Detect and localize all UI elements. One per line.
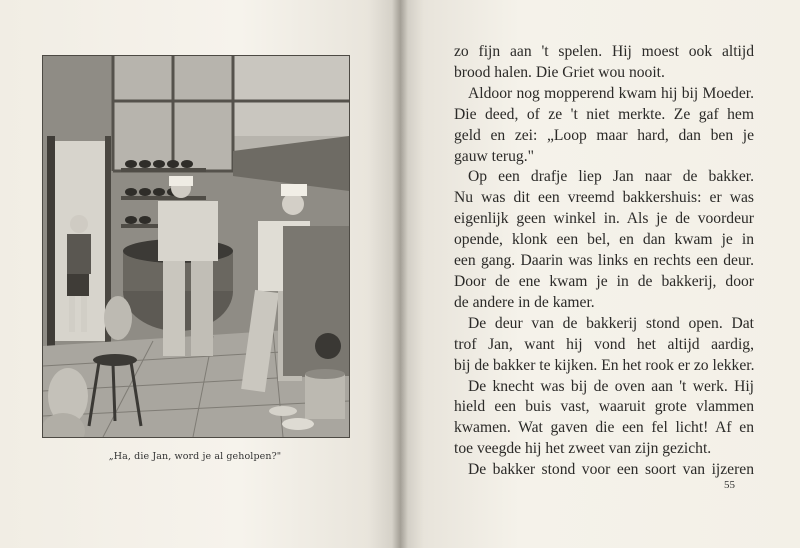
text-line: Die deed, of ze 't niet merkte. Ze gaf hem — [454, 105, 754, 123]
text-line: toe veegde hij het zweet van zijn gezicht. — [454, 440, 712, 458]
text-line: Door de ene kwam je in de bakkerij, door — [454, 272, 754, 290]
text-line: kwamen. Wat gaven die een fel licht! Af en — [454, 419, 754, 437]
text-line: opende, klonk een bel, en dan kwam je in — [454, 231, 754, 249]
text-line: eigenlijk geen winkel in. Als je de voordeur — [454, 210, 754, 228]
text-line: De bakker stond voor een soort van ijzeren — [468, 461, 754, 479]
text-line: Nu was dit een vreemd bakkershuis: er was — [454, 189, 754, 207]
text-line: geld en zei: „Loop maar hard, dan ben je — [454, 126, 754, 144]
text-line: hield een buis vast, waaruit grote vlammen — [454, 398, 754, 416]
text-line: De deur van de bakkerij stond open. Dat — [468, 314, 754, 332]
bakery-scene-illustration — [42, 55, 350, 438]
illustration-caption: „Ha, die Jan, word je al geholpen?" — [108, 451, 282, 462]
text-line: een gang. Daarin was links en rechts een deur. — [454, 252, 754, 270]
book-gutter — [392, 0, 408, 548]
body-text — [454, 42, 754, 481]
page-number: 55 — [724, 479, 735, 491]
text-line: gauw terug." — [454, 147, 534, 165]
text-line: trof Jan, want hij vond het altijd aardig, — [454, 335, 754, 353]
text-line: brood halen. Die Griet wou nooit. — [454, 63, 665, 81]
text-line: De knecht was bij de oven aan 't werk. Hij — [468, 377, 754, 395]
text-line: de andere in de kamer. — [454, 293, 595, 311]
text-line: Op een drafje liep Jan naar de bakker. — [468, 168, 754, 186]
text-line: Aldoor nog mopperend kwam hij bij Moeder. — [468, 84, 754, 102]
text-line: bij de bakker te kijken. En het rook er zo lekker. — [454, 356, 755, 374]
text-line: zo fijn aan 't spelen. Hij moest ook altijd — [454, 43, 754, 60]
